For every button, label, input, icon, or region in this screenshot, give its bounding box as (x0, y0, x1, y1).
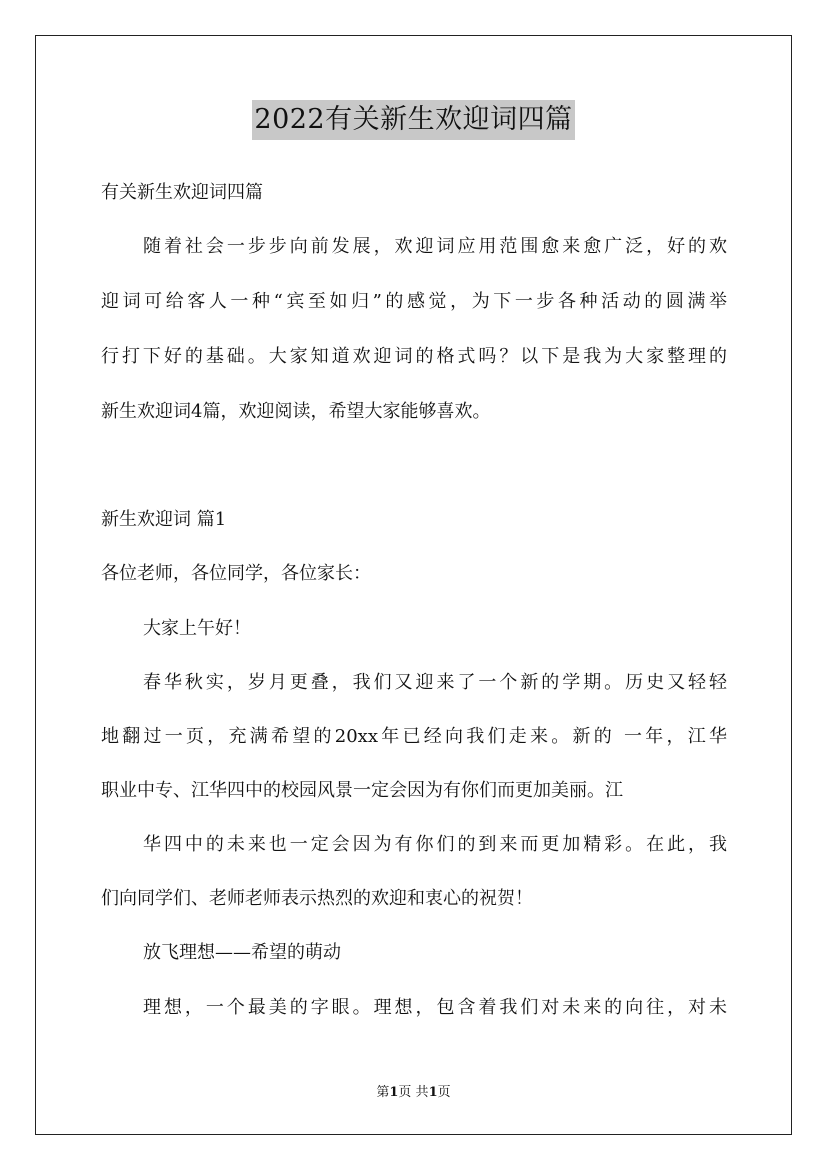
salutation: 各位老师，各位同学，各位家长： (101, 563, 371, 584)
title-block (0, 100, 827, 140)
body-line-1: 春华秋实，岁月更叠，我们又迎来了一个新的学期。历史又轻轻 (143, 672, 727, 693)
page-number: 1 (389, 1085, 399, 1100)
body-line-5: 们向同学们、老师老师表示热烈的欢迎和衷心的祝贺！ (101, 888, 533, 909)
footer-mid: 页 共 (398, 1085, 429, 1100)
section-subheading: 放飞理想——希望的萌动 (143, 942, 341, 963)
document-subtitle: 有关新生欢迎词四篇 (101, 182, 263, 203)
body-line-7: 理想，一个最美的字眼。理想，包含着我们对未来的向往，对未 (143, 997, 727, 1018)
section-heading: 新生欢迎词 篇1 (101, 509, 227, 530)
intro-line-3: 行打下好的基础。大家知道欢迎词的格式吗？以下是我为大家整理的 (101, 346, 727, 367)
body-line-2: 地翻过一页，充满希望的20xx年已经向我们走来。新的 一年，江华 (101, 726, 727, 747)
footer-suffix: 页 (437, 1085, 451, 1100)
footer-prefix: 第 (376, 1085, 390, 1100)
body-line-3: 职业中专、江华四中的校园风景一定会因为有你们而更加美丽。江 (101, 780, 623, 801)
total-pages: 1 (428, 1085, 438, 1100)
document-title: 2022有关新生欢迎词四篇 (252, 100, 574, 140)
intro-line-2: 迎词可给客人一种“宾至如归”的感觉，为下一步各种活动的圆满举 (101, 291, 727, 312)
page-footer (0, 1084, 827, 1102)
body-line-4: 华四中的未来也一定会因为有你们的到来而更加精彩。在此，我 (143, 834, 727, 855)
intro-line-4: 新生欢迎词4篇，欢迎阅读，希望大家能够喜欢。 (101, 401, 491, 422)
greeting: 大家上午好！ (143, 618, 251, 639)
intro-line-1: 随着社会一步步向前发展，欢迎词应用范围愈来愈广泛，好的欢 (143, 236, 727, 257)
